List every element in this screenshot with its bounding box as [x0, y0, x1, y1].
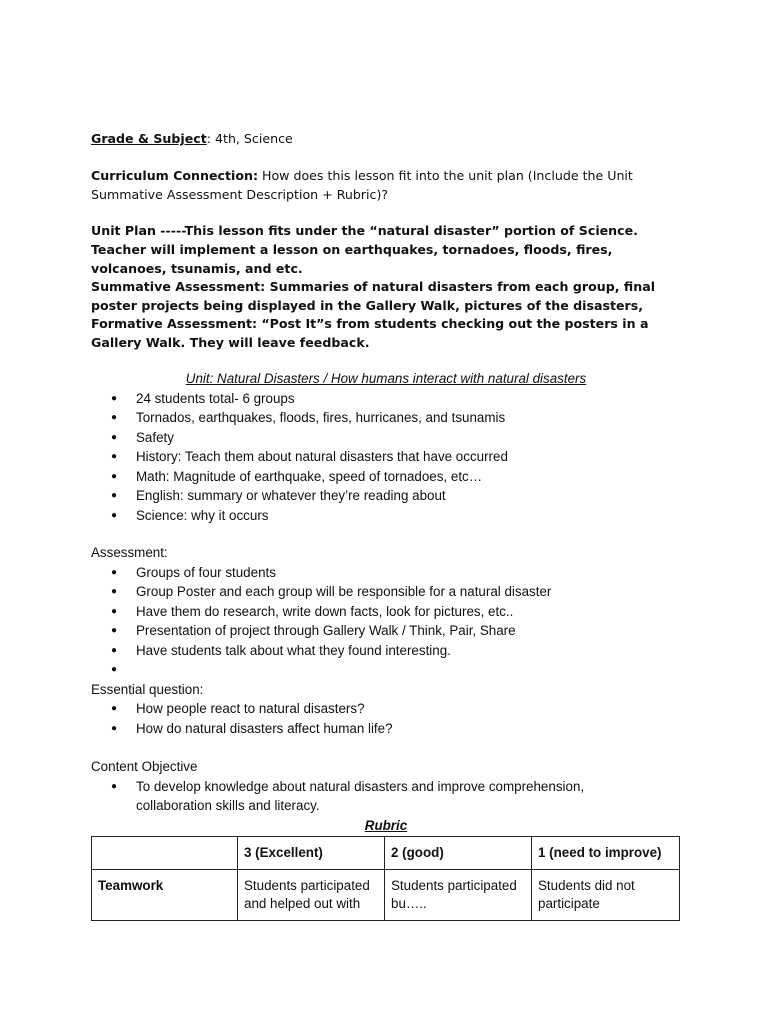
grade-subject-line — [91, 129, 681, 148]
list-item: ● Have students talk about what they found interesting. — [91, 641, 681, 661]
essential-title: Essential question: — [91, 681, 204, 697]
list-item: ● How do natural disasters affect human life? — [91, 719, 681, 739]
list-item: ● 24 students total- 6 groups — [91, 389, 681, 409]
list-item: ● Math: Magnitude of earthquake, speed of tornadoes, etc… — [91, 467, 681, 487]
list-item — [91, 660, 681, 680]
content-objective-section — [91, 757, 681, 921]
list-item: ● English: summary or whatever they’re reading about — [91, 486, 681, 506]
table-header-cell: 1 (need to improve) — [532, 837, 680, 870]
rubric-title: Rubric — [364, 817, 408, 833]
list-item: ● Science: why it occurs — [91, 506, 681, 526]
table-header-row — [92, 837, 680, 870]
summative-assessment: Summative Assessment: Summaries of natural disasters from each group, final poster projects being displayed in the Gallery Walk, pictures of the disasters, — [91, 279, 656, 313]
table-cell: Students participated and helped out with — [238, 870, 385, 921]
table-cell: Students did not participate — [532, 870, 680, 921]
list-item: ● Have them do research, write down facts, look for pictures, etc.. — [91, 602, 681, 622]
grade-subject-value: : 4th, Science — [206, 131, 293, 146]
unit-plan-text: Unit Plan -----This lesson fits under the “natural disaster” portion of Science. Teacher will implement a lesson on earthquakes, tornadoes, floods, fires, volcanoes, tsunamis, and etc. — [91, 223, 638, 276]
list-item: ● Presentation of project through Gallery Walk / Think, Pair, Share — [91, 621, 681, 641]
curriculum-label: Curriculum Connection: — [91, 168, 258, 183]
curriculum-connection — [91, 166, 681, 204]
list-item: ● To develop knowledge about natural disasters and improve comprehension, collaboration skills and literacy. — [91, 777, 681, 816]
assessment-list — [91, 563, 681, 680]
list-item: ● Groups of four students — [91, 563, 681, 583]
table-row — [92, 870, 680, 921]
list-item: ● How people react to natural disasters? — [91, 699, 681, 719]
unit-list — [91, 389, 681, 526]
table-header-cell: 3 (Excellent) — [238, 837, 385, 870]
essential-list — [91, 699, 681, 738]
list-item: ● History: Teach them about natural disasters that have occurred — [91, 447, 681, 467]
unit-section — [91, 369, 681, 525]
assessment-section — [91, 543, 681, 738]
list-item: ● Safety — [91, 428, 681, 448]
assessment-title: Assessment: — [91, 545, 168, 560]
table-cell: Teamwork — [92, 870, 238, 921]
grade-subject-label: Grade & Subject — [91, 131, 207, 146]
table-header-cell: 2 (good) — [385, 837, 532, 870]
table-cell: Students participated bu….. — [385, 870, 532, 921]
list-item: ● Group Poster and each group will be responsible for a natural disaster — [91, 582, 681, 602]
rubric-table — [91, 836, 680, 921]
table-header-cell — [92, 837, 238, 870]
content-objective-title: Content Objective — [91, 759, 198, 774]
formative-assessment: Formative Assessment: “Post It”s from students checking out the posters in a Gallery Walk. They will leave feedback. — [91, 316, 649, 350]
curriculum-text: How does this lesson fit into the unit plan (Include the Unit Summative Assessment Description + Rubric)? — [91, 168, 633, 202]
list-item: ● Tornados, earthquakes, floods, fires, hurricanes, and tsunamis — [91, 408, 681, 428]
content-objective-list — [91, 777, 681, 816]
unit-title: Unit: Natural Disasters / How humans interact with natural disasters — [185, 371, 587, 386]
